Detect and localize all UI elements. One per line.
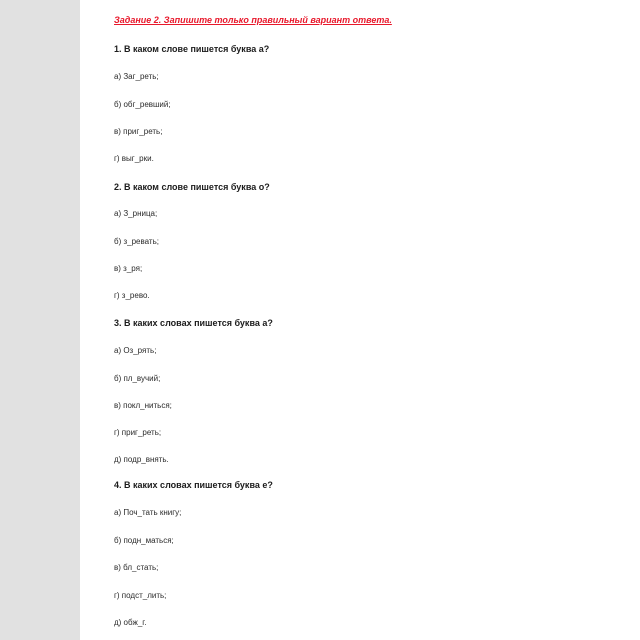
question-3-option-e: д) подр_внять. [114,455,169,464]
question-2: 2. В каком слове пишется буква о? [114,182,270,192]
question-3-option-b: б) пл_вучий; [114,374,161,383]
question-4-option-a: а) Поч_тать книгу; [114,508,182,517]
question-4-option-e: д) обж_г. [114,618,147,627]
question-3-option-a: а) Оз_рять; [114,346,157,355]
question-1: 1. В каком слове пишется буква а? [114,44,270,54]
task-heading: Задание 2. Запишите только правильный вариант ответа. [114,15,392,25]
question-1-option-a: а) Заг_реть; [114,72,159,81]
question-3-option-d: г) приг_реть; [114,428,162,437]
question-4: 4. В каких словах пишется буква е? [114,480,273,490]
question-4-option-b: б) подн_маться; [114,536,174,545]
question-1-option-d: г) выг_рки. [114,154,154,163]
question-1-option-c: в) приг_реть; [114,127,163,136]
question-2-option-c: в) з_ря; [114,264,143,273]
question-2-option-b: б) з_ревать; [114,237,159,246]
question-3: 3. В каких словах пишется буква а? [114,318,273,328]
question-2-option-a: а) З_рница; [114,209,158,218]
question-3-option-c: в) покл_ниться; [114,401,172,410]
question-4-option-d: г) подст_лить; [114,591,167,600]
document-page [80,0,640,640]
question-2-option-d: г) з_рево. [114,291,150,300]
question-4-option-c: в) бл_стать; [114,563,159,572]
left-margin-strip [0,0,80,640]
question-1-option-b: б) обг_ревший; [114,100,171,109]
